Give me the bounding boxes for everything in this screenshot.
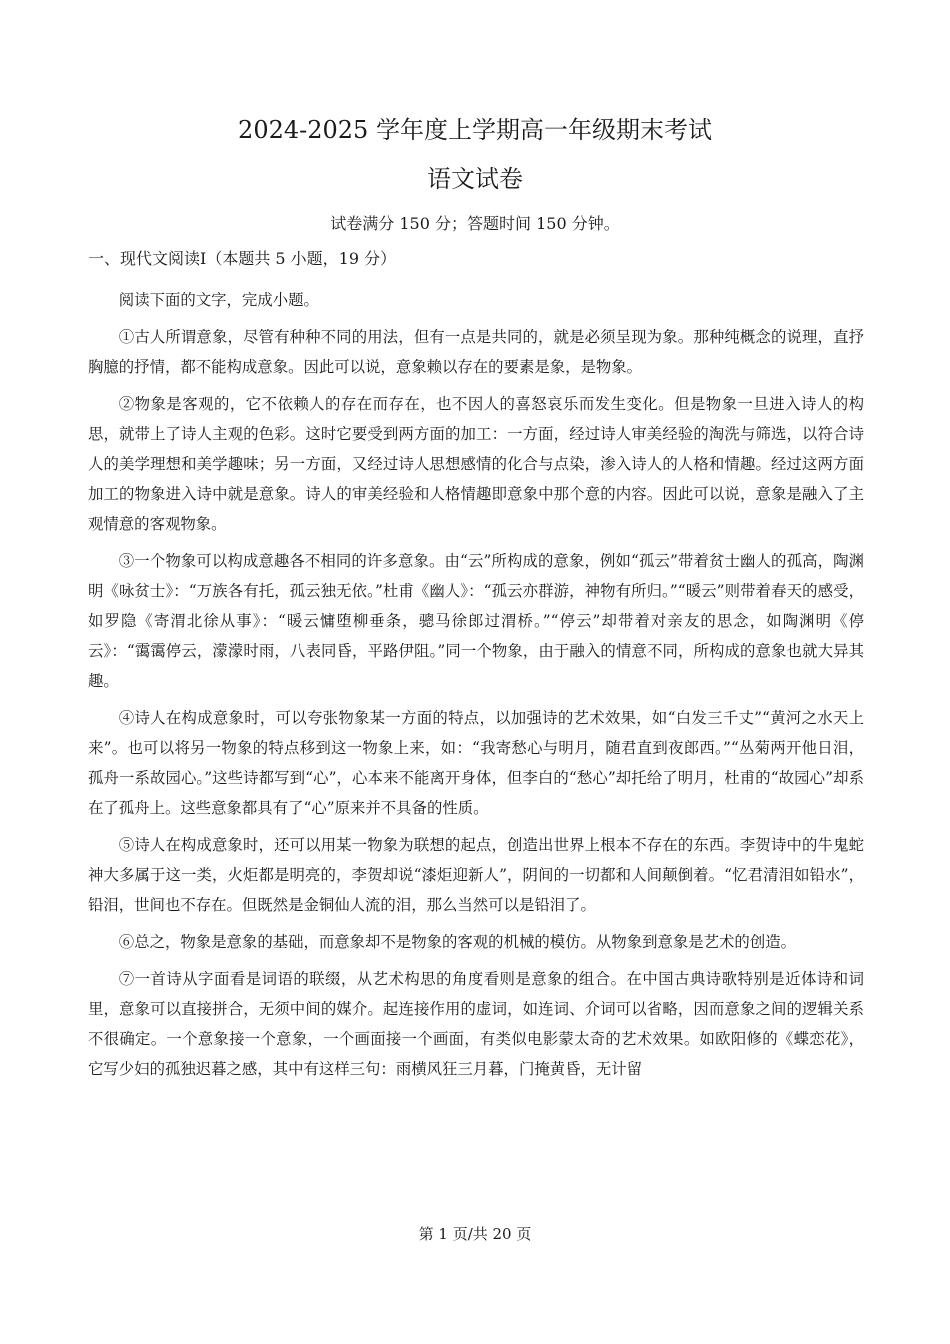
section-heading: 一、现代文阅读Ⅰ（本题共 5 小题，19 分） — [88, 249, 397, 268]
instruction: 阅读下面的文字，完成小题。 — [118, 291, 319, 309]
exam-title: 2024-2025 学年度上学期高一年级期末考试 — [238, 116, 712, 144]
passage-paragraph-7: ⑦一首诗从字面看是词语的联缀，从艺术构思的角度看则是意象的组合。在中国古典诗歌特别是近体诗和词里，意象可以直接拼合，无须中间的媒介。起连接作用的虚词，如连词、介词可以省略，因而意象之间的逻辑关系不很确定。一个意象接一个意象，一个画面接一个画面，有类似电影蒙太奇的艺术效果。如欧阳修的《蝶恋花》，它写少妇的孤独迟暮之感，其中有这样三句：雨横风狂三月暮，门掩黄昏，无计留 — [88, 970, 864, 1078]
passage-paragraph-3: ③一个物象可以构成意趣各不相同的许多意象。由“云”所构成的意象，例如“孤云”带着贫士幽人的孤高，陶渊明《咏贫士》：“万族各有托，孤云独无依。”杜甫《幽人》：“孤云亦群游，神物有所归。”“暖云”则带着春天的感受，如罗隐《寄渭北徐从事》：“暖云慵堕柳垂条，骢马徐郎过渭桥。”“停云”却带着对亲友的思念，如陶渊明《停云》：“霭霭停云，濛濛时雨，八表同昏，平路伊阻。”同一个物象，由于融入的情意不同，所构成的意象也就大异其趣。 — [88, 552, 864, 690]
passage-paragraph-6: ⑥总之，物象是意象的基础，而意象却不是物象的客观的机械的模仿。从物象到意象是艺术的创造。 — [118, 933, 796, 951]
exam-info: 试卷满分 150 分；答题时间 150 分钟。 — [330, 214, 620, 233]
passage-paragraph-5: ⑤诗人在构成意象时，还可以用某一物象为联想的起点，创造出世界上根本不存在的东西。李贺诗中的牛鬼蛇神大多属于这一类，火炬都是明亮的，李贺却说“漆炬迎新人”，阴间的一切都和人间颠倒着。“忆君清泪如铅水”，铅泪，世间也不存在。但既然是金铜仙人流的泪，那么当然可以是铅泪了。 — [88, 836, 864, 914]
passage-paragraph-1: ①古人所谓意象，尽管有种种不同的用法，但有一点是共同的，就是必须呈现为象。那种纯概念的说理，直抒胸臆的抒情，都不能构成意象。因此可以说，意象赖以存在的要素是象，是物象。 — [88, 328, 864, 376]
passage-paragraph-4: ④诗人在构成意象时，可以夸张物象某一方面的特点，以加强诗的艺术效果，如“白发三千丈”“黄河之水天上来”。也可以将另一物象的特点移到这一物象上来，如：“我寄愁心与明月，随君直到夜郎西。”“丛菊两开他日泪，孤舟一系故园心。”这些诗都写到“心”，心本来不能离开身体，但李白的“愁心”却托给了明月，杜甫的“故园心”却系在了孤舟上。这些意象都具有了“心”原来并不具备的性质。 — [88, 709, 864, 817]
reading-passage — [88, 285, 864, 1091]
paper-subtitle: 语文试卷 — [427, 165, 523, 193]
passage-paragraph-2: ②物象是客观的，它不依赖人的存在而存在，也不因人的喜怒哀乐而发生变化。但是物象一旦进入诗人的构思，就带上了诗人主观的色彩。这时它要受到两方面的加工：一方面，经过诗人审美经验的淘洗与筛选，以符合诗人的美学理想和美学趣味；另一方面，又经过诗人思想感情的化合与点染，渗入诗人的人格和情趣。经过这两方面加工的物象进入诗中就是意象。诗人的审美经验和人格情趣即意象中那个意的内容。因此可以说，意象是融入了主观情意的客观物象。 — [88, 395, 864, 533]
page-number: 第 1 页/共 20 页 — [418, 1225, 532, 1243]
